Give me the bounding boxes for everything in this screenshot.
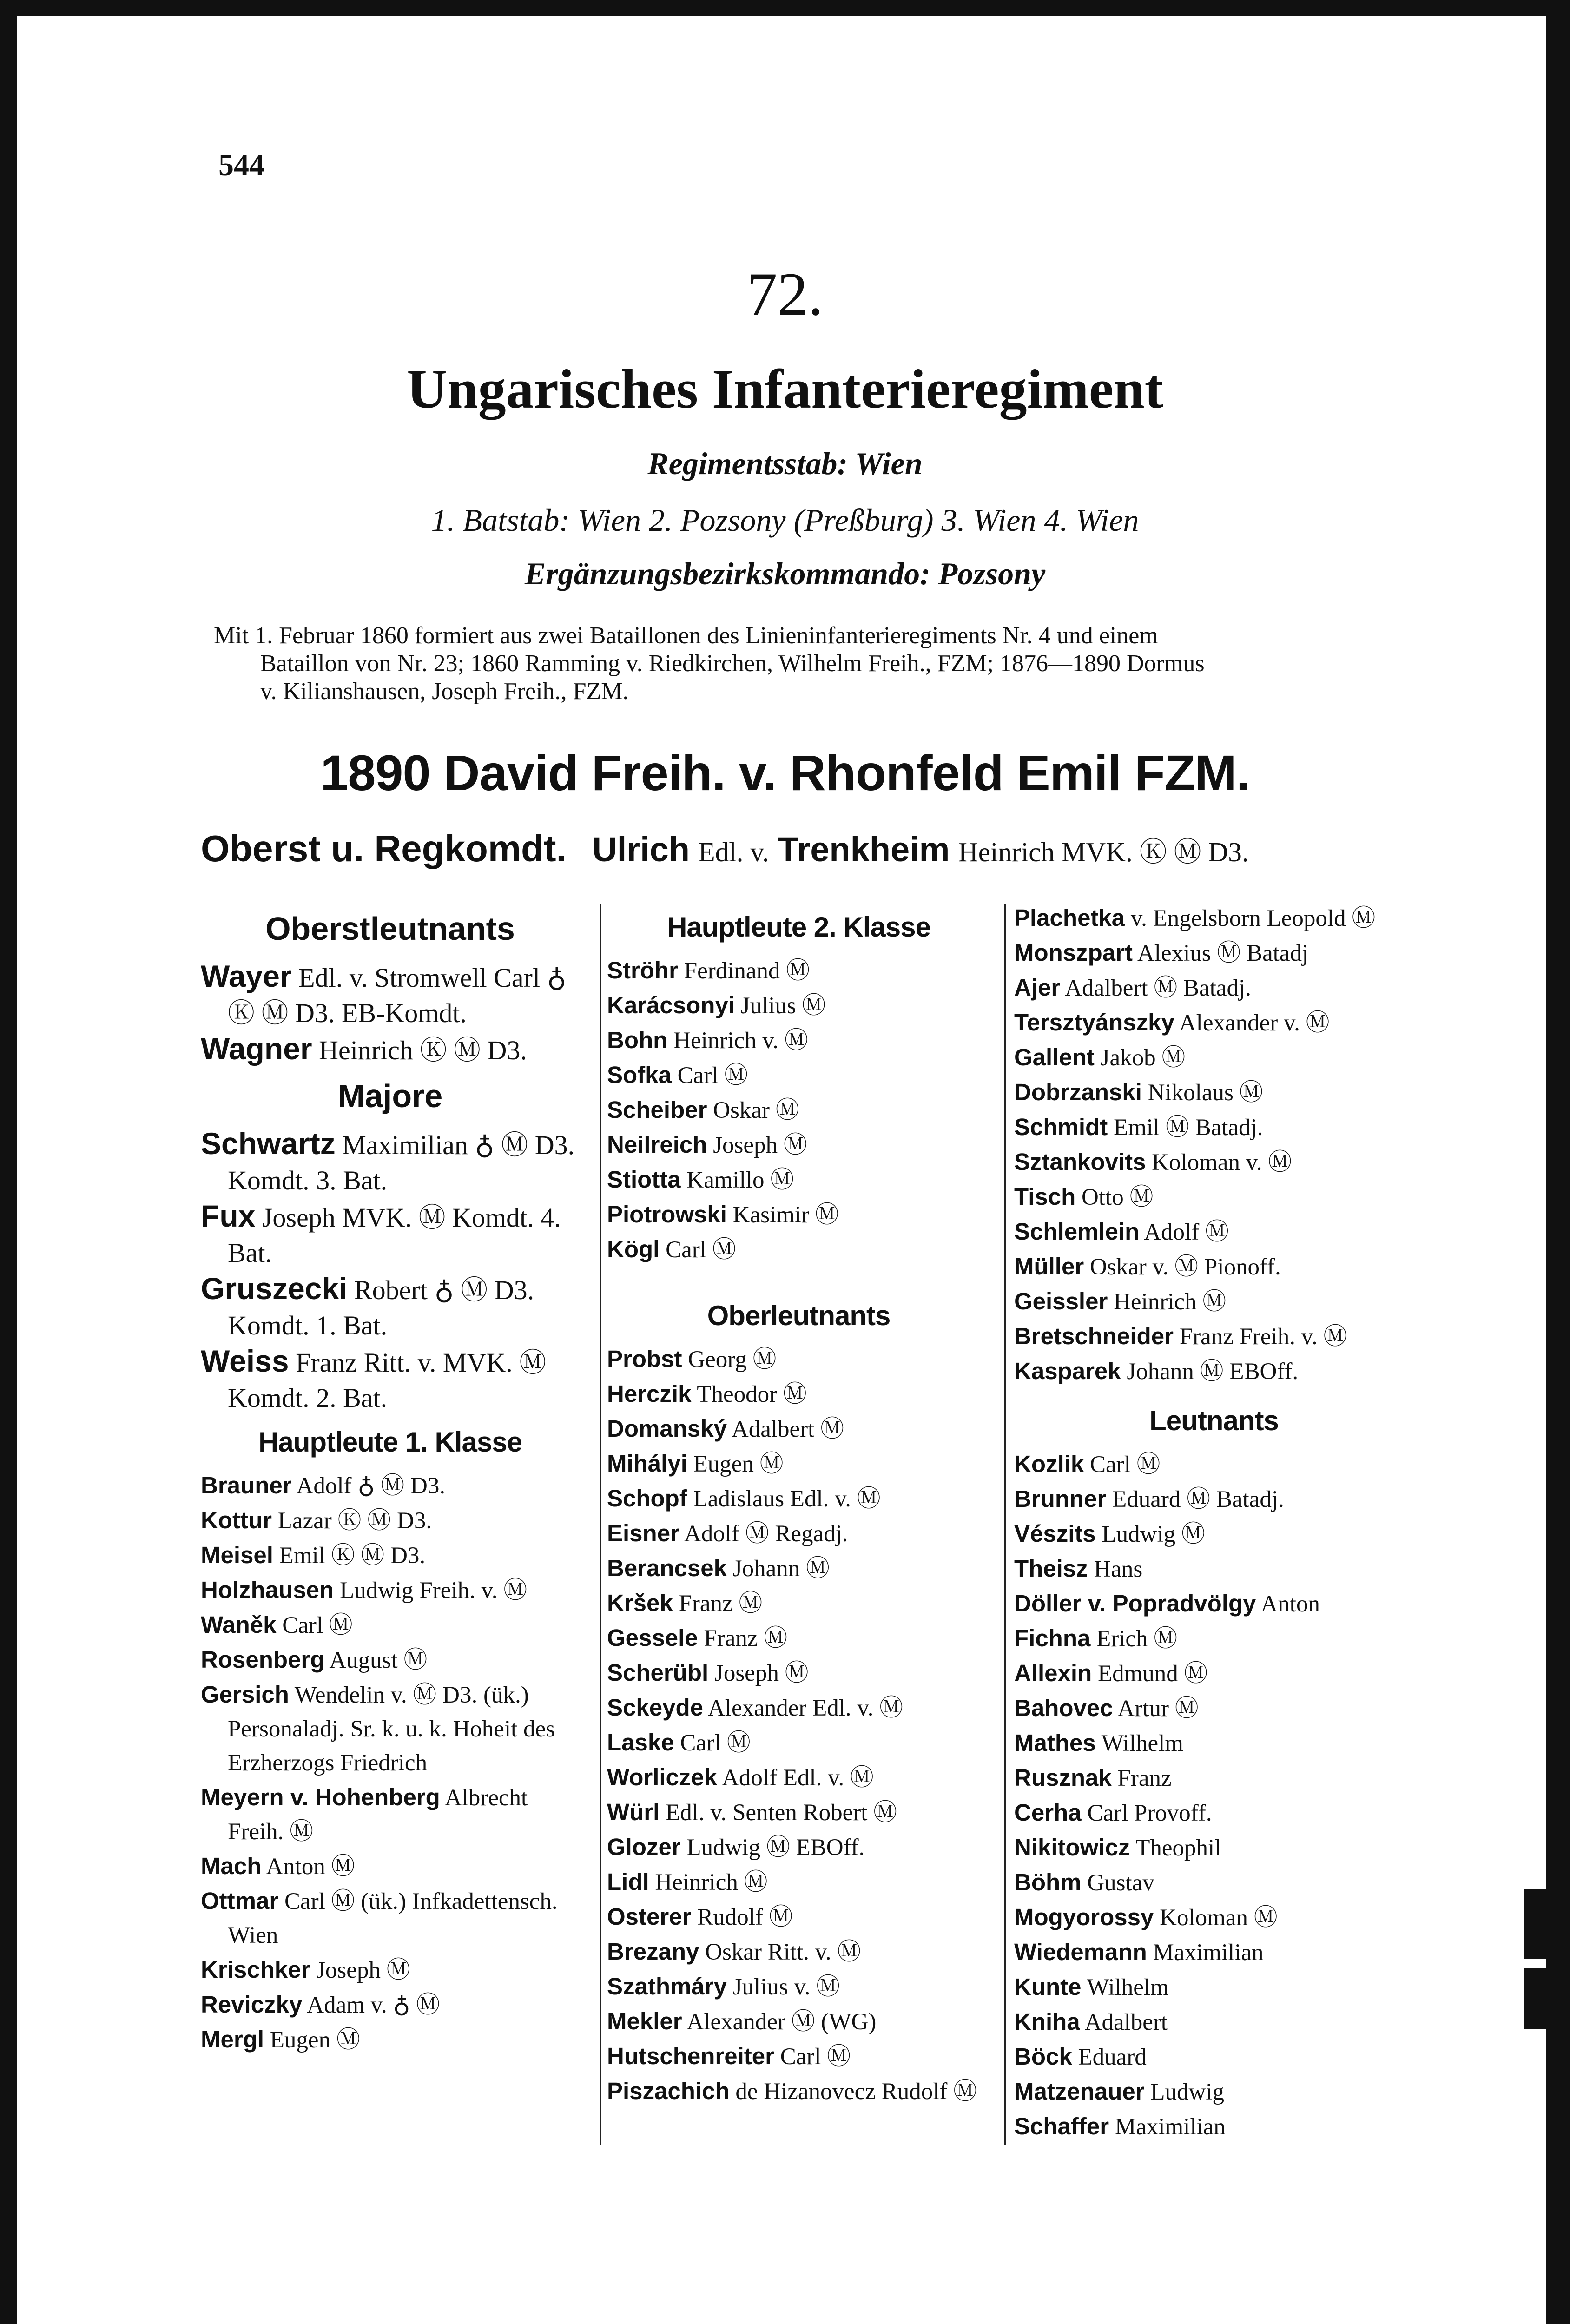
list-item: Gessele Franz Ⓜ — [607, 1624, 788, 1651]
list-item: Ottmar Carl Ⓜ (ük.) Infkadettensch. Wien — [201, 1888, 558, 1948]
history-line: v. Kilianshausen, Joseph Freih., FZM. — [260, 678, 629, 705]
list-item: Tisch Otto Ⓜ — [1014, 1183, 1154, 1210]
list-item: Krischker Joseph Ⓜ — [201, 1956, 410, 1983]
list-item: Schwartz Maximilian ♁ Ⓜ D3. Komdt. 3. Bat. — [201, 1126, 575, 1195]
list-item: Mergl Eugen Ⓜ — [201, 2026, 360, 2053]
list-item: Monszpart Alexius Ⓜ Batadj — [1014, 939, 1309, 966]
list-item: Brauner Adolf ♁ Ⓜ D3. — [201, 1472, 446, 1499]
list-item: Gruszecki Robert ♁ Ⓜ D3. Komdt. 1. Bat. — [201, 1271, 534, 1340]
list-item: Weiss Franz Ritt. v. MVK. Ⓜ Komdt. 2. Bat. — [201, 1344, 547, 1413]
list-item: Sofka Carl Ⓜ — [607, 1062, 748, 1089]
commander-name: Ulrich — [592, 830, 690, 869]
list-item: Glozer Ludwig Ⓜ EBOff. — [607, 1834, 865, 1861]
list-item: Kunte Wilhelm — [1014, 1974, 1169, 2000]
page-number: 544 — [218, 148, 264, 182]
list-item: Probst Georg Ⓜ — [607, 1346, 777, 1373]
list-item: Berancsek Johann Ⓜ — [607, 1555, 830, 1582]
heading-hauptleute-2: Hauptleute 2. Klasse — [667, 911, 930, 943]
regiment-number: 72. — [746, 260, 824, 328]
column-divider — [600, 904, 601, 2145]
list-item: Rosenberg August Ⓜ — [201, 1646, 428, 1673]
list-item: Müller Oskar v. Ⓜ Pionoff. — [1014, 1253, 1281, 1280]
list-item: Mach Anton Ⓜ — [201, 1853, 355, 1880]
list-item: Lidl Heinrich Ⓜ — [607, 1868, 768, 1895]
list-item: Meyern v. Hohenberg Albrecht Freih. Ⓜ — [201, 1784, 528, 1845]
list-item: Nikitowicz Theophil — [1014, 1834, 1221, 1861]
list-item: Rusznak Franz — [1014, 1764, 1172, 1791]
list-item: Ajer Adalbert Ⓜ Batadj. — [1014, 974, 1251, 1001]
heading-leutnants: Leutnants — [1149, 1405, 1279, 1436]
list-item: Kottur Lazar Ⓚ Ⓜ D3. — [201, 1507, 432, 1534]
regiment-owner: 1890 David Freih. v. Rhonfeld Emil FZM. — [320, 745, 1250, 801]
list-item: Schmidt Emil Ⓜ Batadj. — [1014, 1114, 1263, 1141]
list-item: Eisner Adolf Ⓜ Regadj. — [607, 1520, 848, 1547]
list-item: Theisz Hans — [1014, 1555, 1143, 1582]
commander-title: Edl. v. — [698, 837, 769, 867]
list-item: Holzhausen Ludwig Freih. v. Ⓜ — [201, 1577, 528, 1604]
list-item: Schaffer Maximilian — [1014, 2113, 1226, 2140]
list-item: Geissler Heinrich Ⓜ — [1014, 1288, 1227, 1315]
list-item: Brunner Eduard Ⓜ Batadj. — [1014, 1486, 1284, 1512]
list-item: Osterer Rudolf Ⓜ — [607, 1903, 793, 1930]
commander-surname: Trenkheim — [778, 830, 950, 869]
list-item: Bretschneider Franz Freih. v. Ⓜ — [1014, 1323, 1347, 1350]
list-item: Vészits Ludwig Ⓜ — [1014, 1520, 1205, 1547]
page-tab-mark — [1524, 1889, 1546, 1959]
list-item: Kniha Adalbert — [1014, 2008, 1168, 2035]
scan-border-right — [1546, 0, 1570, 2324]
regiment-commander — [201, 827, 1249, 870]
list-item: Kasparek Johann Ⓜ EBOff. — [1014, 1358, 1299, 1385]
list-item: Mekler Alexander Ⓜ (WG) — [607, 2008, 877, 2035]
column-1 — [201, 901, 580, 2057]
list-item: Mihályi Eugen Ⓜ — [607, 1450, 784, 1477]
list-item: Plachetka v. Engelsborn Leopold Ⓜ — [1014, 905, 1376, 931]
district-line: Ergänzungsbezirkskommando: Pozsony — [524, 556, 1046, 591]
list-item: Allexin Edmund Ⓜ — [1014, 1660, 1208, 1687]
list-item: Laske Carl Ⓜ — [607, 1729, 751, 1756]
list-item: Fux Joseph MVK. Ⓜ Komdt. 4. Bat. — [201, 1199, 561, 1268]
list-item: Sztankovits Koloman v. Ⓜ — [1014, 1149, 1292, 1175]
list-item: Meisel Emil Ⓚ Ⓜ D3. — [201, 1542, 426, 1569]
list-item: Fichna Erich Ⓜ — [1014, 1625, 1178, 1652]
commander-details: Heinrich MVK. Ⓚ Ⓜ D3. — [958, 837, 1249, 867]
list-item: Dobrzanski Nikolaus Ⓜ — [1014, 1079, 1263, 1106]
list-item: Schlemlein Adolf Ⓜ — [1014, 1218, 1229, 1245]
list-item: Mathes Wilhelm — [1014, 1730, 1183, 1756]
list-item: Gallent Jakob Ⓜ — [1014, 1044, 1186, 1071]
list-item: Würl Edl. v. Senten Robert Ⓜ — [607, 1799, 897, 1826]
list-item: Kršek Franz Ⓜ — [607, 1590, 763, 1617]
heading-oberleutnants: Oberleutnants — [707, 1300, 891, 1331]
history-line: Mit 1. Februar 1860 formiert aus zwei Bataillonen des Linieninfanterieregiments Nr. 4 und einem — [214, 622, 1158, 649]
regiment-title: Ungarisches Infanterieregiment — [407, 358, 1163, 420]
list-item: Ströhr Ferdinand Ⓜ — [607, 957, 810, 984]
list-item: Tersztyánszky Alexander v. Ⓜ — [1014, 1009, 1330, 1036]
heading-majore: Majore — [337, 1078, 443, 1114]
list-item: Matzenauer Ludwig — [1014, 2078, 1224, 2105]
list-item: Piszachich de Hizanovecz Rudolf Ⓜ — [607, 2078, 977, 2105]
commander-rank: Oberst u. Regkomdt. — [201, 828, 567, 869]
list-item: Neilreich Joseph Ⓜ — [607, 1131, 807, 1158]
list-item: Wiedemann Maximilian — [1014, 1939, 1264, 1966]
page-tab-mark — [1524, 1968, 1546, 2029]
list-item: Wayer Edl. v. Stromwell Carl ♁ Ⓚ Ⓜ D3. EB-Komdt. — [201, 959, 567, 1028]
list-item: Szathmáry Julius v. Ⓜ — [607, 1973, 840, 2000]
scan-border-left — [0, 0, 17, 2324]
list-item: Schopf Ladislaus Edl. v. Ⓜ — [607, 1485, 881, 1512]
list-item: Kozlik Carl Ⓜ — [1014, 1451, 1161, 1478]
list-item: Herczik Theodor Ⓜ — [607, 1380, 807, 1407]
list-item: Cerha Carl Provoff. — [1014, 1799, 1212, 1826]
list-item: Worliczek Adolf Edl. v. Ⓜ — [607, 1764, 874, 1791]
column-divider — [1004, 904, 1006, 2145]
list-item: Sckeyde Alexander Edl. v. Ⓜ — [607, 1694, 904, 1721]
list-item: Karácsonyi Julius Ⓜ — [607, 992, 826, 1019]
regiment-history — [214, 622, 1404, 706]
column-3 — [1014, 901, 1414, 2144]
heading-oberstleutnants: Oberstleutnants — [265, 911, 515, 947]
list-item: Brezany Oskar Ritt. v. Ⓜ — [607, 1938, 861, 1965]
list-item: Piotrowski Kasimir Ⓜ — [607, 1201, 839, 1228]
staff-line: Regimentsstab: Wien — [647, 446, 923, 481]
list-item: Stiotta Kamillo Ⓜ — [607, 1166, 794, 1193]
heading-hauptleute-1: Hauptleute 1. Klasse — [258, 1426, 522, 1458]
history-line: Bataillon von Nr. 23; 1860 Ramming v. Riedkirchen, Wilhelm Freih., FZM; 1876—1890 Dormus — [260, 650, 1205, 677]
list-item: Scheiber Oskar Ⓜ — [607, 1096, 799, 1123]
list-item: Scherübl Joseph Ⓜ — [607, 1659, 809, 1686]
list-item: Hutschenreiter Carl Ⓜ — [607, 2043, 851, 2070]
list-item: Domanský Adalbert Ⓜ — [607, 1415, 844, 1442]
list-item: Waněk Carl Ⓜ — [201, 1611, 353, 1638]
list-item: Gersich Wendelin v. Ⓜ D3. (ük.) Personaladj. Sr. k. u. k. Hoheit des Erzherzogs Friedrich — [201, 1681, 555, 1776]
list-item: Mogyorossy Koloman Ⓜ — [1014, 1904, 1278, 1931]
list-item: Wagner Heinrich Ⓚ Ⓜ D3. — [201, 1031, 527, 1066]
list-item: Bahovec Artur Ⓜ — [1014, 1695, 1199, 1722]
list-item: Kögl Carl Ⓜ — [607, 1236, 736, 1263]
list-item: Döller v. Popradvölgy Anton — [1014, 1590, 1320, 1617]
list-item: Böck Eduard — [1014, 2043, 1147, 2070]
list-item: Bohn Heinrich v. Ⓜ — [607, 1027, 808, 1054]
battalions-line: 1. Batstab: Wien 2. Pozsony (Preßburg) 3. Wien 4. Wien — [431, 502, 1139, 538]
list-item: Reviczky Adam v. ♁ Ⓜ — [201, 1991, 440, 2018]
list-item: Böhm Gustav — [1014, 1869, 1154, 1896]
scan-border-top — [0, 0, 1570, 16]
column-2 — [607, 901, 990, 2109]
